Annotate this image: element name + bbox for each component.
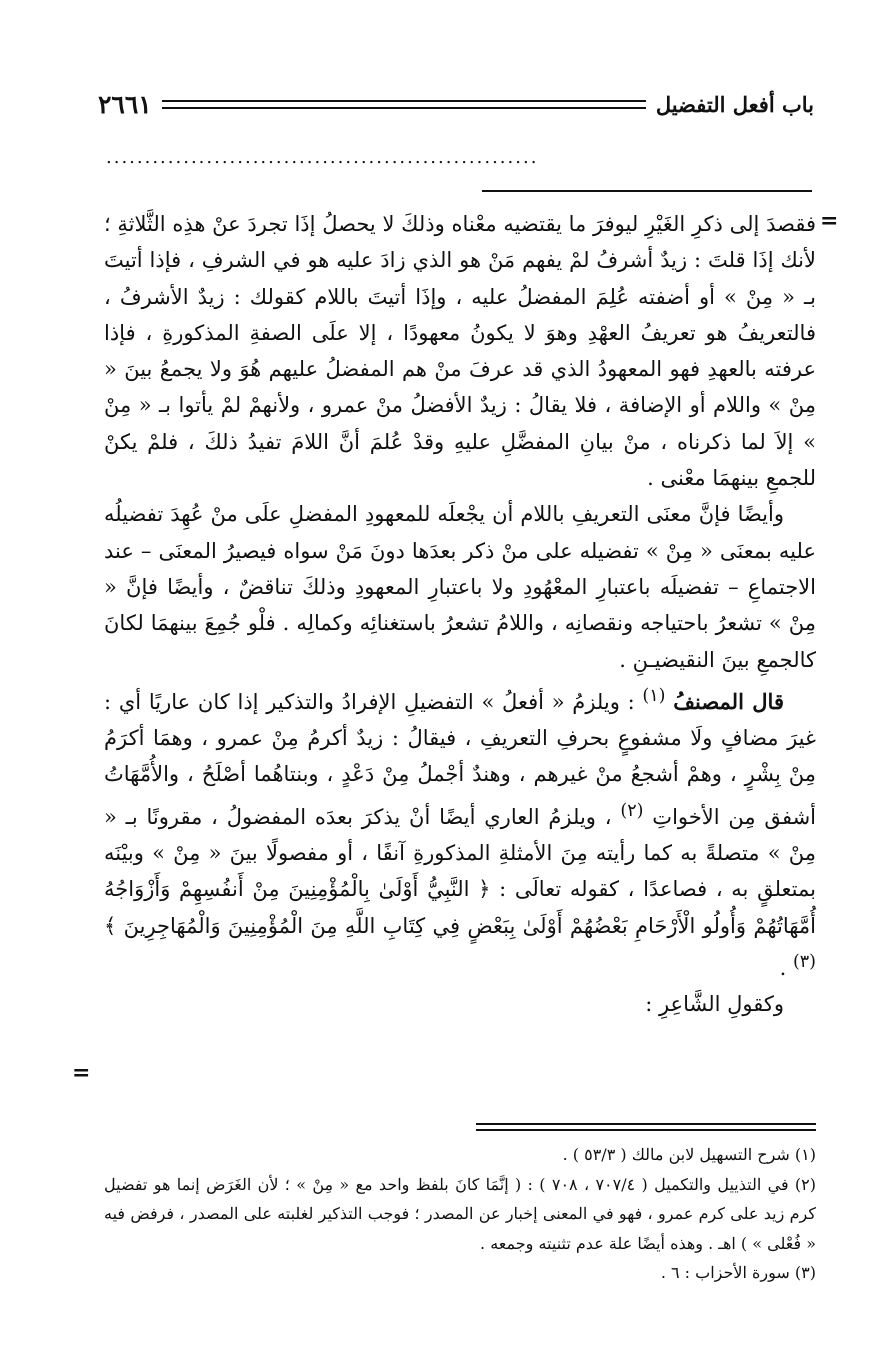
footnote-ref-2: (٢) [620, 800, 644, 821]
footnote-ref-1: (١) [642, 685, 666, 706]
footnotes [104, 1140, 816, 1288]
dotted-separator: ........................................................ [106, 147, 539, 168]
footnote-1: (١) شرح التسهيل لابن مالك ( ٥٣/٣ ) . [562, 1145, 816, 1164]
paragraph-3 [104, 678, 816, 986]
paragraph-3-part-a: : ويلزمُ « أفعلُ » التفضيلِ الإفرادُ والتذكير إذا كان عاريًا أي : غيرَ مضافٍ ولَا مشفوعٍ بحرفِ التعريفِ ، فيقالُ : زيدٌ أكرمُ مِنْ عمرو ، وهمَا أكرَمُ مِنْ بِشْرٍ ، وهمْ أشجعُ منْ غيرهم ، وهندٌ أجْملُ مِنْ دَعْدٍ ، وبنتاهُما أصْلَحُ ، والأُمَّهَاتُ أشفق مِن الأخواتِ [104, 689, 817, 829]
footnote-separator [476, 1123, 816, 1131]
paragraph-3-end: . [779, 955, 793, 980]
footnote-2: (٢) في التذييل والتكميل ( ٧٠٧/٤ ، ٧٠٨ ) : ( إنَّمَا كانَ بلفظ واحد مع « مِنْ » ؛ لأن الغَرَض إنما هو تفضيل كرم زيد على كرم عمرو ، فهو في المعنى إخبار عن المصدر ؛ فوجب التذكير لغلبته على المصدر ، فرفض فيه « فُعْلى » ) اهـ . وهذه أيضًا علة عدم تثنيته وجمعه . [104, 1174, 817, 1253]
header-double-rule [162, 100, 646, 109]
paragraph-3-part-b: ، ويلزمُ العاري أيضًا أنْ يذكرَ بعدَه المفضولُ ، مقرونًا بـ « مِنْ » متصلةً به كما رأيته مِنَ الأمثلةِ المذكورةِ آنفًا ، أو مفصولًا بينَ « مِنْ » وبيْنَه بمتعلقٍ به ، فصاعدًا ، كقوله تعالَى : ﴿ النَّبِيُّ أَوْلَىٰ بِالْمُؤْمِنِينَ مِنْ أَنفُسِهِمْ وَأَزْوَاجُهُ أُمَّهَاتُهُمْ وَأُولُو الْأَرْحَامِ بَعْضُهُمْ أَوْلَىٰ بِبَعْضٍ فِي كِتَابِ اللَّهِ مِنَ الْمُؤْمِنِينَ وَالْمُهَاجِرِينَ ﴾ [104, 804, 816, 938]
paragraph-1: فقصدَ إلى ذكرِ الغَيْرِ ليوفرَ ما يقتضيه معْناه وذلكَ لا يحصلُ إذَا تجردَ عنْ هذِه الثَّلاثةِ ؛ لأنك إذَا قلتَ : زيدٌ أشرفُ لمْ يفهم مَنْ هو الذي زادَ عليه هو في الشرفِ ، فإذا أتيتَ بـ « مِنْ » أو أضفته عُلِمَ المفضلُ عليه ، وإذَا أتيتَ باللام كقولك : زيدٌ الأشرفُ ، فالتعريفُ هو تعريفُ العهْدِ وهوَ لا يكونُ معهودًا ، إلا علَى الصفةِ المذكورةِ ، فإذا عرفته بالعهدِ فهو المعهودُ الذي قد عرفَ منْ هم المفضلُ عليهم هُوَ ولا يجمعُ بينَ « مِنْ » واللام أو الإضافة ، فلا يقالُ : زيدٌ الأفضلُ منْ عمرو ، ولأنهمْ لمْ يأتوا بـ « مِنْ » إلاَ لما ذكرناه ، منْ بيانِ المفضَّلِ عليهِ وقدْ عُلمَ أنَّ اللامَ تفيدُ ذلكَ ، فلمْ يكنْ للجمعِ بينهمَا معْنى . [104, 212, 816, 491]
top-rule [482, 190, 812, 192]
continuation-mark-bottom: = [72, 1060, 91, 1086]
paragraph-4: وكقولِ الشَّاعِرِ : [645, 992, 784, 1017]
footnote-ref-3: (٣) [792, 951, 816, 972]
page-header [98, 84, 814, 124]
continuation-mark-top: = [820, 208, 839, 234]
chapter-title: باب أفعل التفضيل [655, 91, 814, 117]
footnote-3: (٣) سورة الأحزاب : ٦ . [660, 1263, 816, 1282]
author-label: قال المصنفُ [673, 688, 784, 714]
main-text [104, 206, 816, 1023]
paragraph-2: وأيضًا فإنَّ معنَى التعريفِ باللام أن يجْعلَه للمعهودِ المفضلِ علَى منْ عُهِدَ تفضيلُه عليه بمعنَى « مِنْ » تفضيله على منْ ذكر بعدَها دونَ مَنْ سواه فيصيرُ المعنَى – عند الاجتماعِ – تفضيلَه باعتبارِ المعْهُودِ ولا باعتبارِ المعهودِ وذلكَ تناقضٌ ، وأيضًا فإنَّ « مِنْ » تشعرُ باحتياجه ونقصانِه ، واللامُ تشعرُ باستغنائِه وكمالِه . فلْو جُمِعَ بينهمَا لكانَ كالجمعِ بينَ النقيضيـنِ . [104, 502, 816, 672]
page-number: ٢٦٦١ [98, 89, 152, 119]
